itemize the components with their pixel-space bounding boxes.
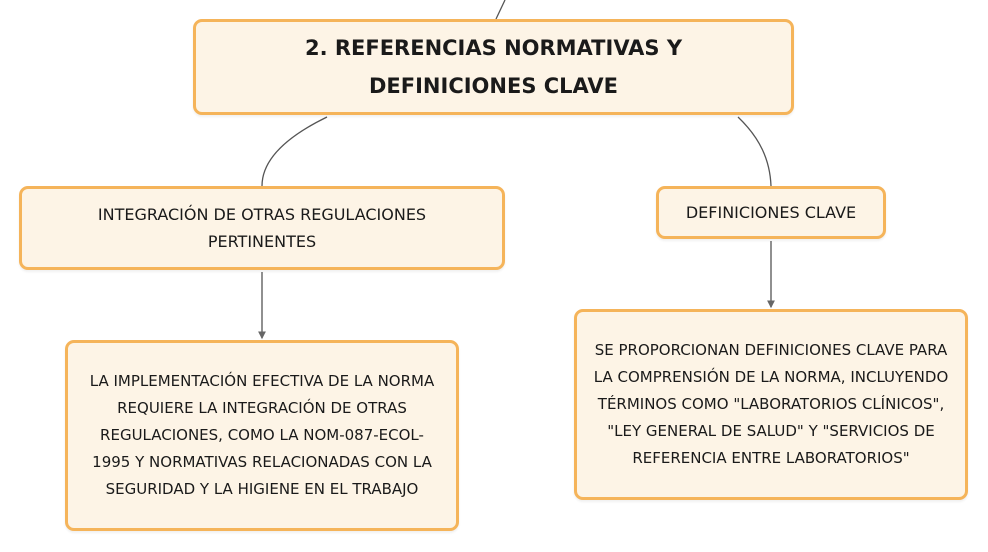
node-definiciones-detalle-label: SE PROPORCIONAN DEFINICIONES CLAVE PARA LA COMPRENSIÓN DE LA NORMA, INCLUYENDO TÉRMINOS COMO "LABORATORIOS CLÍNICOS", "LEY GENERAL DE SALUD" Y "SERVICIOS DE REFERENCIA ENTRE LABORATORIOS" (593, 341, 949, 467)
node-definiciones-clave[interactable] (656, 186, 886, 239)
node-integracion-regulaciones[interactable] (19, 186, 505, 270)
node-referencias-normativas[interactable] (193, 19, 794, 115)
node-integracion-regulaciones-label: INTEGRACIÓN DE OTRAS REGULACIONES PERTINENTES (97, 205, 427, 251)
connector-main-to-integracion (262, 117, 327, 186)
node-implementacion-efectiva[interactable] (65, 340, 459, 531)
node-definiciones-detalle[interactable] (574, 309, 968, 500)
connector-main-to-definiciones (738, 117, 771, 186)
node-definiciones-clave-label: DEFINICIONES CLAVE (685, 203, 857, 222)
node-implementacion-efectiva-label: LA IMPLEMENTACIÓN EFECTIVA DE LA NORMA REQUIERE LA INTEGRACIÓN DE OTRAS REGULACIONES, COMO LA NOM-087-ECOL-1995 Y NORMATIVAS RELACIONADAS CON LA SEGURIDAD Y LA HIGIENE EN EL TRABAJO (89, 372, 435, 498)
node-referencias-normativas-label: 2. REFERENCIAS NORMATIVAS Y DEFINICIONES CLAVE (304, 36, 683, 98)
connector-from-parent (496, 0, 505, 19)
